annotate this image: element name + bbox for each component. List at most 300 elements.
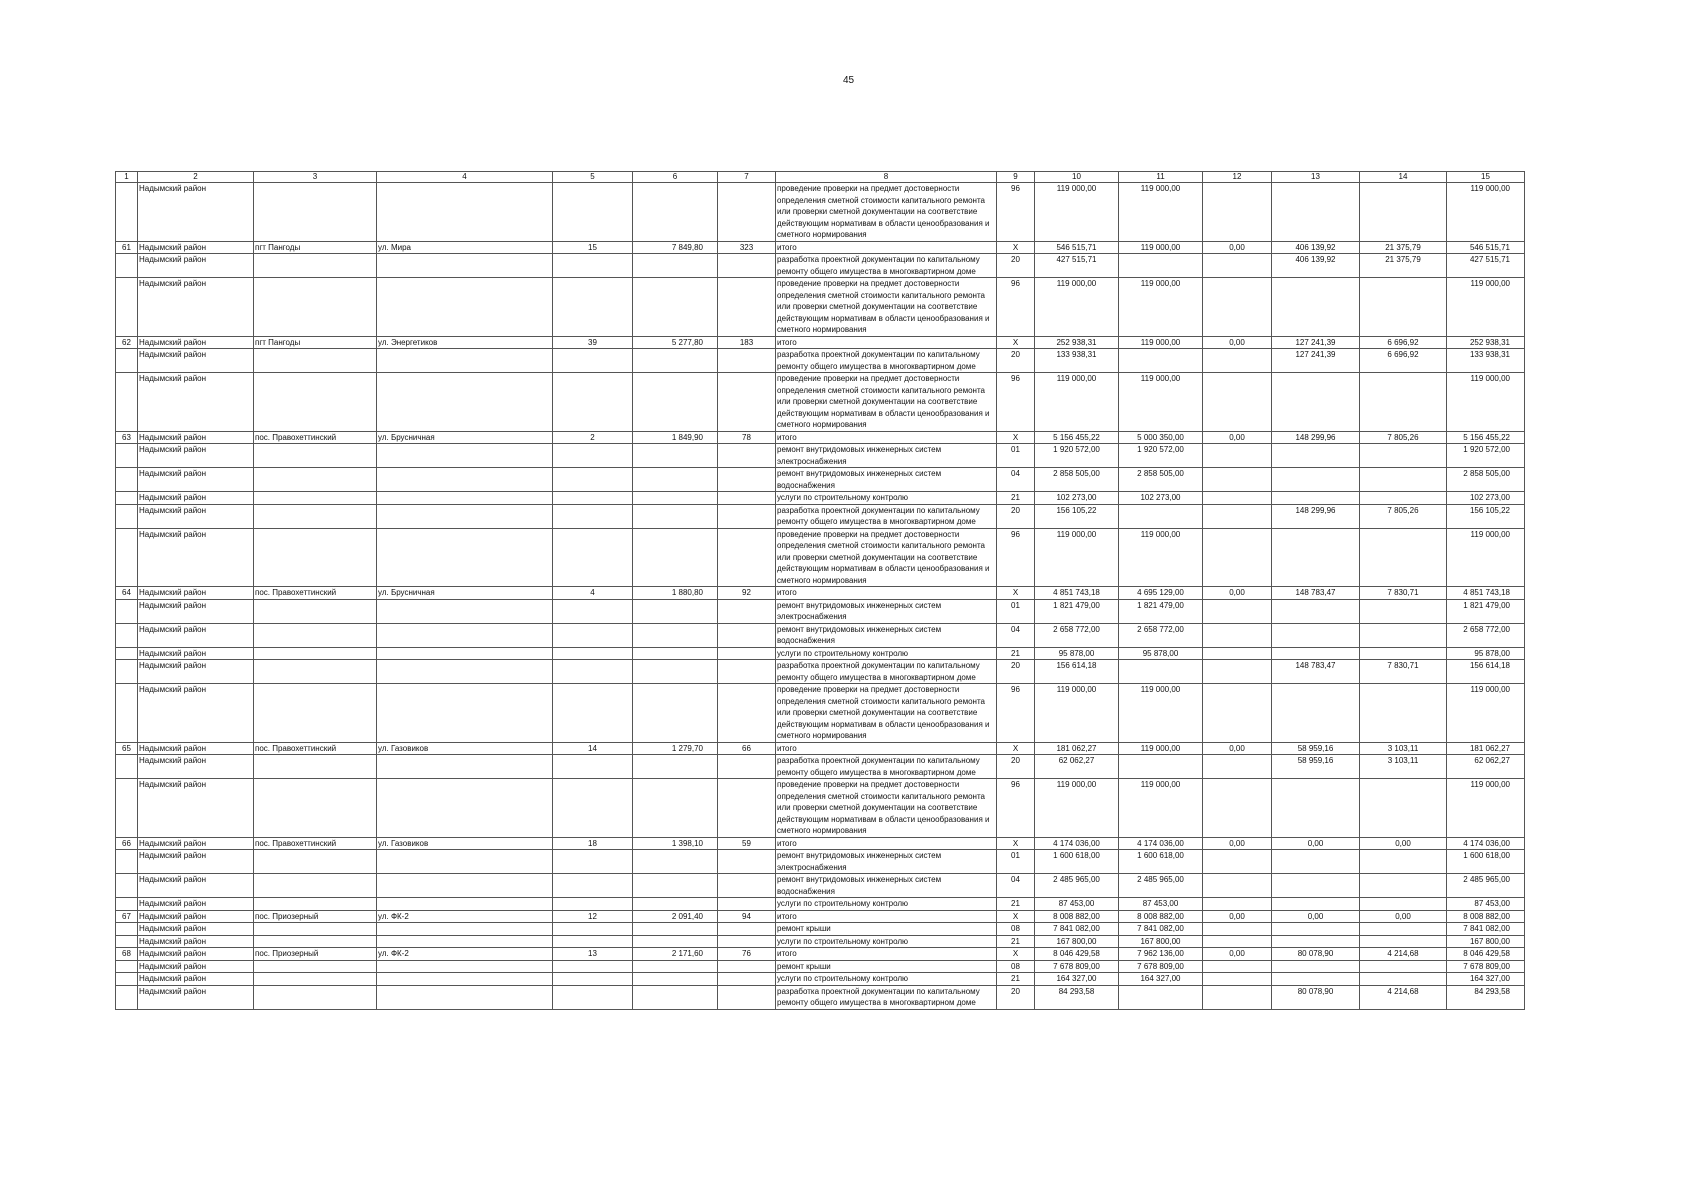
other-source-cell: [1360, 973, 1447, 986]
table-row: [116, 874, 1525, 898]
other-source-cell: 21 375,79: [1360, 254, 1447, 278]
final-total-cell: 7 678 809,00: [1447, 960, 1525, 973]
total-cost-cell: 546 515,71: [1035, 241, 1119, 254]
column-header: 3: [254, 172, 377, 183]
house-number-cell: 2: [553, 431, 633, 444]
other-source-cell: [1360, 874, 1447, 898]
row-number-cell: 65: [116, 742, 138, 755]
house-number-cell: 13: [553, 948, 633, 961]
area-cell: [633, 254, 718, 278]
street-cell: [377, 468, 553, 492]
budget-cell: [1203, 960, 1272, 973]
total-cost-cell: 156 105,22: [1035, 504, 1119, 528]
work-type-cell: услуги по строительному контролю: [776, 647, 997, 660]
work-code-cell: 96: [997, 278, 1035, 337]
table-row: [116, 373, 1525, 432]
table-row-house-64: [116, 587, 1525, 600]
residents-cell: [718, 254, 776, 278]
table-row-house-65: [116, 742, 1525, 755]
total-cost-cell: 84 293,58: [1035, 985, 1119, 1009]
column-header: 13: [1272, 172, 1360, 183]
budget-cell: [1203, 349, 1272, 373]
table-row: [116, 183, 1525, 242]
table-row: [116, 684, 1525, 743]
budget-cell: [1203, 898, 1272, 911]
row-number-cell: [116, 874, 138, 898]
row-number-cell: [116, 898, 138, 911]
table-row-house-66: [116, 837, 1525, 850]
budget-cell: [1203, 444, 1272, 468]
fund-cell: 119 000,00: [1119, 241, 1203, 254]
work-code-cell: 21: [997, 898, 1035, 911]
district-cell: Надымский район: [138, 960, 254, 973]
area-cell: [633, 898, 718, 911]
work-type-cell: ремонт крыши: [776, 923, 997, 936]
work-type-cell: итого: [776, 948, 997, 961]
row-number-cell: 64: [116, 587, 138, 600]
settlement-cell: [254, 684, 377, 743]
table-row: [116, 599, 1525, 623]
other-source-cell: [1360, 684, 1447, 743]
street-cell: ул. Мира: [377, 241, 553, 254]
total-cost-cell: 8 008 882,00: [1035, 910, 1119, 923]
settlement-cell: пгт Пангоды: [254, 336, 377, 349]
work-type-cell: услуги по строительному контролю: [776, 898, 997, 911]
fund-cell: 164 327,00: [1119, 973, 1203, 986]
residents-cell: [718, 623, 776, 647]
residents-cell: [718, 528, 776, 587]
budget-cell: 0,00: [1203, 241, 1272, 254]
house-number-cell: 14: [553, 742, 633, 755]
fund-cell: 8 008 882,00: [1119, 910, 1203, 923]
owners-cell: 406 139,92: [1272, 241, 1360, 254]
work-code-cell: 96: [997, 528, 1035, 587]
work-code-cell: 20: [997, 660, 1035, 684]
row-number-cell: [116, 960, 138, 973]
budget-cell: [1203, 973, 1272, 986]
house-number-cell: 12: [553, 910, 633, 923]
budget-cell: [1203, 660, 1272, 684]
fund-cell: 1 920 572,00: [1119, 444, 1203, 468]
fund-cell: 119 000,00: [1119, 528, 1203, 587]
final-total-cell: 8 046 429,58: [1447, 948, 1525, 961]
row-number-cell: [116, 623, 138, 647]
street-cell: [377, 779, 553, 838]
fund-cell: 7 841 082,00: [1119, 923, 1203, 936]
final-total-cell: 84 293,58: [1447, 985, 1525, 1009]
final-total-cell: 119 000,00: [1447, 684, 1525, 743]
other-source-cell: [1360, 647, 1447, 660]
table-row: [116, 623, 1525, 647]
final-total-cell: 119 000,00: [1447, 373, 1525, 432]
fund-cell: 95 878,00: [1119, 647, 1203, 660]
work-code-cell: 96: [997, 684, 1035, 743]
fund-cell: 1 600 618,00: [1119, 850, 1203, 874]
owners-cell: [1272, 623, 1360, 647]
final-total-cell: 2 485 965,00: [1447, 874, 1525, 898]
street-cell: [377, 492, 553, 505]
work-type-cell: итого: [776, 587, 997, 600]
total-cost-cell: 133 938,31: [1035, 349, 1119, 373]
budget-cell: [1203, 492, 1272, 505]
work-type-cell: разработка проектной документации по капитальному ремонту общего имущества в многоквартирном доме: [776, 985, 997, 1009]
owners-cell: [1272, 647, 1360, 660]
work-type-cell: итого: [776, 336, 997, 349]
district-cell: Надымский район: [138, 278, 254, 337]
work-code-cell: X: [997, 837, 1035, 850]
house-number-cell: [553, 504, 633, 528]
area-cell: [633, 660, 718, 684]
street-cell: [377, 278, 553, 337]
table-row-house-62: [116, 336, 1525, 349]
row-number-cell: [116, 647, 138, 660]
settlement-cell: [254, 278, 377, 337]
work-type-cell: услуги по строительному контролю: [776, 973, 997, 986]
owners-cell: [1272, 492, 1360, 505]
column-header: 14: [1360, 172, 1447, 183]
row-number-cell: [116, 373, 138, 432]
other-source-cell: 7 805,26: [1360, 431, 1447, 444]
owners-cell: [1272, 183, 1360, 242]
fund-cell: 4 695 129,00: [1119, 587, 1203, 600]
work-code-cell: 21: [997, 492, 1035, 505]
district-cell: Надымский район: [138, 850, 254, 874]
settlement-cell: пос. Правохеттинский: [254, 587, 377, 600]
other-source-cell: [1360, 599, 1447, 623]
settlement-cell: [254, 183, 377, 242]
settlement-cell: пос. Правохеттинский: [254, 431, 377, 444]
house-number-cell: [553, 850, 633, 874]
residents-cell: 92: [718, 587, 776, 600]
total-cost-cell: 4 851 743,18: [1035, 587, 1119, 600]
budget-cell: [1203, 985, 1272, 1009]
house-number-cell: [553, 985, 633, 1009]
settlement-cell: пос. Правохеттинский: [254, 742, 377, 755]
owners-cell: 80 078,90: [1272, 985, 1360, 1009]
settlement-cell: [254, 373, 377, 432]
street-cell: [377, 528, 553, 587]
row-number-cell: 63: [116, 431, 138, 444]
fund-cell: [1119, 504, 1203, 528]
street-cell: [377, 504, 553, 528]
work-code-cell: X: [997, 431, 1035, 444]
house-number-cell: [553, 660, 633, 684]
final-total-cell: 119 000,00: [1447, 528, 1525, 587]
table-row: [116, 973, 1525, 986]
row-number-cell: [116, 755, 138, 779]
budget-cell: 0,00: [1203, 910, 1272, 923]
column-header: 4: [377, 172, 553, 183]
residents-cell: 323: [718, 241, 776, 254]
work-type-cell: итого: [776, 431, 997, 444]
work-type-cell: проведение проверки на предмет достоверности определения сметной стоимости капитального ремонта или проверки сметной документации на соответствие действующим нормативам в области ценообразования и сметного нормирования: [776, 183, 997, 242]
residents-cell: [718, 850, 776, 874]
work-type-cell: итого: [776, 241, 997, 254]
table-row: [116, 278, 1525, 337]
settlement-cell: [254, 850, 377, 874]
settlement-cell: [254, 923, 377, 936]
residents-cell: [718, 985, 776, 1009]
other-source-cell: 4 214,68: [1360, 985, 1447, 1009]
work-type-cell: разработка проектной документации по капитальному ремонту общего имущества в многоквартирном доме: [776, 349, 997, 373]
final-total-cell: 164 327,00: [1447, 973, 1525, 986]
column-header: 10: [1035, 172, 1119, 183]
work-type-cell: ремонт внутридомовых инженерных систем электроснабжения: [776, 444, 997, 468]
settlement-cell: [254, 985, 377, 1009]
budget-cell: [1203, 874, 1272, 898]
area-cell: [633, 468, 718, 492]
other-source-cell: 4 214,68: [1360, 948, 1447, 961]
area-cell: [633, 779, 718, 838]
settlement-cell: [254, 660, 377, 684]
street-cell: ул. Газовиков: [377, 742, 553, 755]
final-total-cell: 427 515,71: [1447, 254, 1525, 278]
row-number-cell: [116, 528, 138, 587]
table-row: [116, 468, 1525, 492]
page-number: 45: [842, 75, 855, 86]
row-number-cell: [116, 444, 138, 468]
budget-cell: 0,00: [1203, 948, 1272, 961]
fund-cell: 5 000 350,00: [1119, 431, 1203, 444]
row-number-cell: [116, 973, 138, 986]
other-source-cell: [1360, 444, 1447, 468]
district-cell: Надымский район: [138, 684, 254, 743]
house-number-cell: [553, 923, 633, 936]
fund-cell: 2 485 965,00: [1119, 874, 1203, 898]
work-code-cell: X: [997, 742, 1035, 755]
area-cell: [633, 850, 718, 874]
street-cell: [377, 973, 553, 986]
area-cell: 5 277,80: [633, 336, 718, 349]
work-code-cell: 21: [997, 935, 1035, 948]
budget-cell: [1203, 755, 1272, 779]
table-row: [116, 850, 1525, 874]
settlement-cell: [254, 623, 377, 647]
street-cell: [377, 850, 553, 874]
column-header: 11: [1119, 172, 1203, 183]
owners-cell: [1272, 874, 1360, 898]
street-cell: ул. ФК-2: [377, 948, 553, 961]
district-cell: Надымский район: [138, 647, 254, 660]
fund-cell: 119 000,00: [1119, 336, 1203, 349]
table-row: [116, 935, 1525, 948]
row-number-cell: [116, 183, 138, 242]
work-code-cell: 04: [997, 874, 1035, 898]
other-source-cell: [1360, 278, 1447, 337]
final-total-cell: 156 614,18: [1447, 660, 1525, 684]
work-type-cell: услуги по строительному контролю: [776, 492, 997, 505]
settlement-cell: [254, 599, 377, 623]
final-total-cell: 5 156 455,22: [1447, 431, 1525, 444]
house-number-cell: [553, 444, 633, 468]
budget-cell: [1203, 935, 1272, 948]
street-cell: [377, 684, 553, 743]
street-cell: ул. Энергетиков: [377, 336, 553, 349]
work-code-cell: X: [997, 948, 1035, 961]
row-number-cell: [116, 923, 138, 936]
house-number-cell: [553, 647, 633, 660]
row-number-cell: [116, 254, 138, 278]
settlement-cell: пгт Пангоды: [254, 241, 377, 254]
work-type-cell: ремонт внутридомовых инженерных систем водоснабжения: [776, 623, 997, 647]
final-total-cell: 181 062,27: [1447, 742, 1525, 755]
budget-cell: [1203, 647, 1272, 660]
work-code-cell: 01: [997, 444, 1035, 468]
residents-cell: [718, 684, 776, 743]
area-cell: [633, 935, 718, 948]
house-number-cell: [553, 973, 633, 986]
table-row: [116, 349, 1525, 373]
table-row: [116, 444, 1525, 468]
district-cell: Надымский район: [138, 910, 254, 923]
final-total-cell: 133 938,31: [1447, 349, 1525, 373]
fund-cell: 2 858 505,00: [1119, 468, 1203, 492]
total-cost-cell: 181 062,27: [1035, 742, 1119, 755]
total-cost-cell: 427 515,71: [1035, 254, 1119, 278]
settlement-cell: [254, 973, 377, 986]
residents-cell: [718, 755, 776, 779]
budget-cell: [1203, 254, 1272, 278]
other-source-cell: 7 830,71: [1360, 587, 1447, 600]
district-cell: Надымский район: [138, 504, 254, 528]
district-cell: Надымский район: [138, 336, 254, 349]
house-number-cell: 18: [553, 837, 633, 850]
owners-cell: 58 959,16: [1272, 742, 1360, 755]
street-cell: ул. Брусничная: [377, 587, 553, 600]
other-source-cell: [1360, 923, 1447, 936]
owners-cell: [1272, 599, 1360, 623]
other-source-cell: [1360, 898, 1447, 911]
row-number-cell: [116, 935, 138, 948]
owners-cell: 406 139,92: [1272, 254, 1360, 278]
residents-cell: [718, 898, 776, 911]
work-code-cell: X: [997, 587, 1035, 600]
owners-cell: [1272, 278, 1360, 337]
district-cell: Надымский район: [138, 837, 254, 850]
row-number-cell: [116, 684, 138, 743]
total-cost-cell: 119 000,00: [1035, 183, 1119, 242]
district-cell: Надымский район: [138, 373, 254, 432]
final-total-cell: 546 515,71: [1447, 241, 1525, 254]
other-source-cell: 3 103,11: [1360, 755, 1447, 779]
settlement-cell: пос. Правохеттинский: [254, 837, 377, 850]
area-cell: 1 279,70: [633, 742, 718, 755]
area-cell: [633, 349, 718, 373]
area-cell: 1 398,10: [633, 837, 718, 850]
total-cost-cell: 95 878,00: [1035, 647, 1119, 660]
residents-cell: [718, 492, 776, 505]
district-cell: Надымский район: [138, 623, 254, 647]
owners-cell: 80 078,90: [1272, 948, 1360, 961]
total-cost-cell: 119 000,00: [1035, 373, 1119, 432]
budget-cell: 0,00: [1203, 587, 1272, 600]
owners-cell: [1272, 923, 1360, 936]
residents-cell: [718, 874, 776, 898]
street-cell: [377, 647, 553, 660]
other-source-cell: [1360, 528, 1447, 587]
column-header: 6: [633, 172, 718, 183]
other-source-cell: [1360, 850, 1447, 874]
street-cell: [377, 874, 553, 898]
other-source-cell: 7 830,71: [1360, 660, 1447, 684]
row-number-cell: 66: [116, 837, 138, 850]
district-cell: Надымский район: [138, 528, 254, 587]
street-cell: [377, 444, 553, 468]
work-type-cell: ремонт внутридомовых инженерных систем электроснабжения: [776, 599, 997, 623]
fund-cell: 7 962 136,00: [1119, 948, 1203, 961]
area-cell: [633, 985, 718, 1009]
budget-cell: [1203, 599, 1272, 623]
district-cell: Надымский район: [138, 587, 254, 600]
area-cell: 2 171,60: [633, 948, 718, 961]
district-cell: Надымский район: [138, 431, 254, 444]
budget-cell: [1203, 923, 1272, 936]
area-cell: [633, 528, 718, 587]
budget-cell: [1203, 504, 1272, 528]
total-cost-cell: 167 800,00: [1035, 935, 1119, 948]
owners-cell: [1272, 684, 1360, 743]
table-row-house-63: [116, 431, 1525, 444]
other-source-cell: [1360, 935, 1447, 948]
column-header: 8: [776, 172, 997, 183]
other-source-cell: 3 103,11: [1360, 742, 1447, 755]
residents-cell: [718, 660, 776, 684]
total-cost-cell: 1 600 618,00: [1035, 850, 1119, 874]
other-source-cell: 0,00: [1360, 910, 1447, 923]
street-cell: [377, 349, 553, 373]
table-row: [116, 960, 1525, 973]
residents-cell: 59: [718, 837, 776, 850]
column-header: 2: [138, 172, 254, 183]
owners-cell: [1272, 528, 1360, 587]
work-code-cell: 20: [997, 755, 1035, 779]
area-cell: 1 880,80: [633, 587, 718, 600]
work-code-cell: 20: [997, 254, 1035, 278]
table-row: [116, 985, 1525, 1009]
final-total-cell: 87 453,00: [1447, 898, 1525, 911]
fund-cell: 87 453,00: [1119, 898, 1203, 911]
row-number-cell: 61: [116, 241, 138, 254]
district-cell: Надымский район: [138, 779, 254, 838]
work-code-cell: 21: [997, 973, 1035, 986]
table-row: [116, 492, 1525, 505]
table-row: [116, 528, 1525, 587]
row-number-cell: 68: [116, 948, 138, 961]
house-number-cell: 39: [553, 336, 633, 349]
residents-cell: [718, 278, 776, 337]
house-number-cell: [553, 623, 633, 647]
other-source-cell: 6 696,92: [1360, 336, 1447, 349]
fund-cell: 1 821 479,00: [1119, 599, 1203, 623]
budget-cell: [1203, 183, 1272, 242]
settlement-cell: [254, 492, 377, 505]
column-header: 5: [553, 172, 633, 183]
street-cell: [377, 985, 553, 1009]
work-code-cell: X: [997, 241, 1035, 254]
owners-cell: 148 783,47: [1272, 587, 1360, 600]
other-source-cell: 21 375,79: [1360, 241, 1447, 254]
total-cost-cell: 62 062,27: [1035, 755, 1119, 779]
fund-cell: [1119, 349, 1203, 373]
fund-cell: 167 800,00: [1119, 935, 1203, 948]
settlement-cell: [254, 468, 377, 492]
street-cell: [377, 898, 553, 911]
residents-cell: [718, 973, 776, 986]
table-row: [116, 779, 1525, 838]
fund-cell: 7 678 809,00: [1119, 960, 1203, 973]
district-cell: Надымский район: [138, 492, 254, 505]
fund-cell: [1119, 254, 1203, 278]
